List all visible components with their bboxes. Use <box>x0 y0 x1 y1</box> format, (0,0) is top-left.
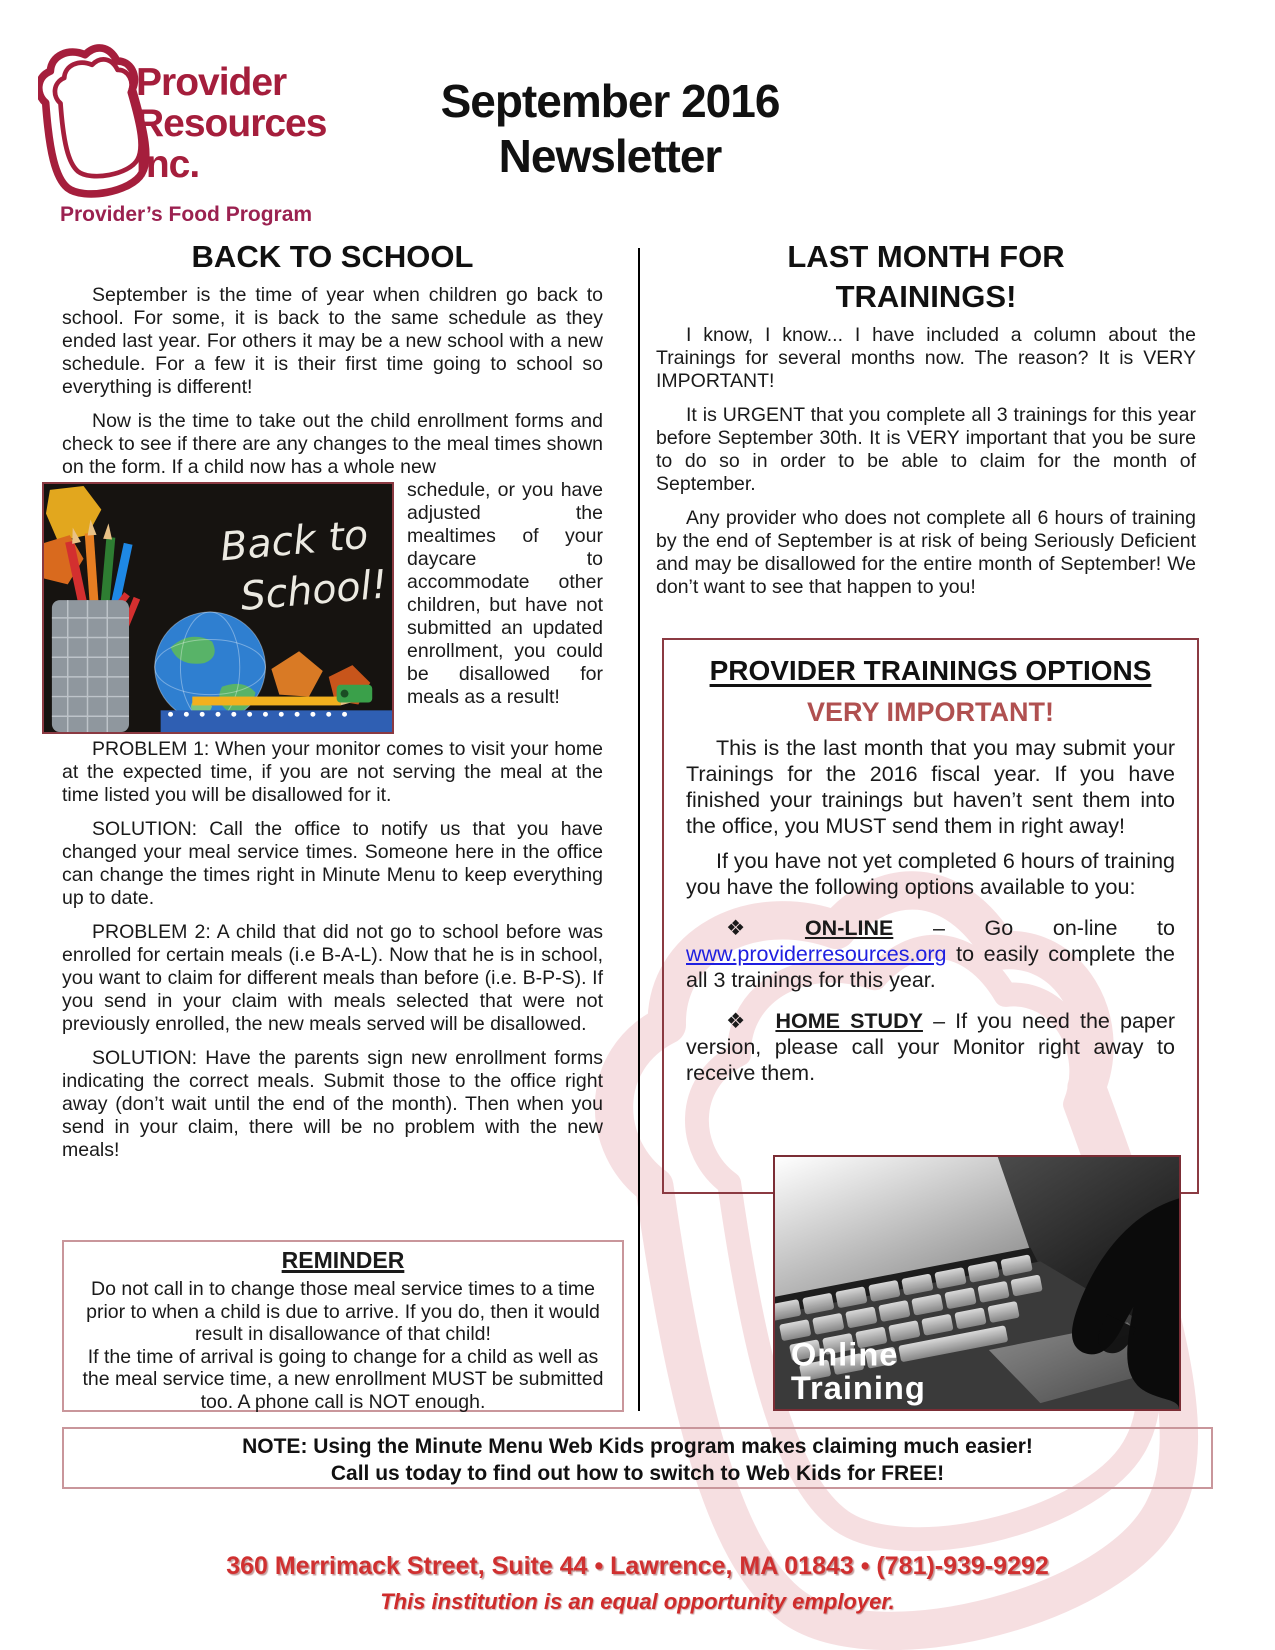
reminder-text-2: If the time of arrival is going to change for a child as well as the meal service time, a new enrollment MUST be submitted too. A phone call is NOT enough. <box>82 1345 604 1413</box>
online-option-text-pre: – Go on-line to <box>893 916 1175 940</box>
diamond-bullet-icon: ❖ <box>726 1009 750 1033</box>
footer-eoe-line: This institution is an equal opportunity employer. <box>380 1589 895 1614</box>
right-paragraph-1: I know, I know... I have included a column about the Trainings for several months now. The reason? It is VERY IMPORTANT! <box>656 324 1196 392</box>
online-option-label: ON-LINE <box>804 916 894 940</box>
logo-line-inc: Inc. <box>136 143 200 186</box>
back-to-school-image <box>42 482 394 734</box>
wrap-section <box>62 479 603 709</box>
problem-2-paragraph: PROBLEM 2: A child that did not go to school before was enrolled for certain meals (i.e B-A-L). Now that he is in school, you want to claim for different meals than before (i.e. B-P-S). If you send in your claim with meals selected that were not previously enrolled, the new meals served will be disallowed. <box>62 921 603 1035</box>
trainings-box-paragraph-2: If you have not yet completed 6 hours of training you have the following options available to you: <box>686 849 1175 899</box>
title-line-1: September 2016 <box>440 75 780 127</box>
online-training-image <box>773 1155 1181 1411</box>
left-column <box>62 238 603 1173</box>
online-option-text-post: to easily complete the all 3 trainings for this year. <box>686 942 1175 992</box>
chalkboard-text-line2: School! <box>238 561 390 621</box>
logo-wordmark <box>136 62 326 185</box>
left-paragraph-2-wrapped: schedule, or you have adjusted the mealtimes of your daycare to accommodate other children, but have not submitted an updated enrollment, you could be disallowed for meals as a result! <box>407 479 603 708</box>
left-paragraph-1: September is the time of year when children go back to school. For some, it is back to the same schedule as they ended last year. For others it may be a new school with a new schedule. For a few it is their first time going to school so everything is different! <box>62 284 603 398</box>
footer-address: 360 Merrimack Street, Suite 44 • Lawrence, MA 01843 • (781)-939-9292 <box>226 1552 1049 1580</box>
logo-tagline: Provider’s Food Program <box>60 203 313 226</box>
note-line-1: NOTE: Using the Minute Menu Web Kids program makes claiming much easier! <box>242 1435 1033 1458</box>
left-paragraph-2-intro: Now is the time to take out the child enrollment forms and check to see if there are any changes to the meal times shown on the form. If a child now has a whole new <box>62 410 603 478</box>
provider-trainings-options-box <box>662 638 1199 1194</box>
very-important-label: VERY IMPORTANT! <box>806 697 1054 727</box>
home-study-option-text: – If you need the paper version, please call your Monitor right away to receive them. <box>686 1009 1175 1085</box>
note-line-2: Call us today to find out how to switch to Web Kids for FREE! <box>330 1462 945 1485</box>
online-option-item <box>686 915 1175 993</box>
back-to-school-heading: BACK TO SCHOOL <box>191 239 474 274</box>
chalkboard-text-line1: Back to <box>218 511 371 571</box>
online-caption-line1: Online <box>790 1336 899 1373</box>
footer <box>0 1552 1275 1615</box>
globe-icon <box>155 612 266 722</box>
trainings-heading-line1: LAST MONTH FOR <box>787 239 1065 274</box>
note-box <box>62 1427 1213 1489</box>
right-column <box>656 238 1196 610</box>
trainings-box-paragraph-1: This is the last month that you may submit your Trainings for the 2016 fiscal year. If you have finished your trainings but haven’t sent them into the office, you MUST send them in right away! <box>686 736 1175 838</box>
logo-line-resources: Resources <box>136 102 327 145</box>
problem-1-paragraph: PROBLEM 1: When your monitor comes to visit your home at the expected time, if you are not serving the meal at the time listed you will be disallowed for it. <box>62 738 603 806</box>
reminder-text-1: Do not call in to change those meal service times to a time prior to when a child is due to arrive. If you do, then it would result in disallowance of that child! <box>86 1278 600 1345</box>
solution-1-paragraph: SOLUTION: Call the office to notify us that you have changed your meal service times. Someone here in the office can change the times right in Minute Menu to keep everything up to date. <box>62 818 603 909</box>
right-paragraph-2: It is URGENT that you complete all 3 trainings for this year before September 30th. It is VERY important that you be sure to do so in order to be able to claim for the month of September. <box>656 404 1196 495</box>
trainings-heading-line2: TRAININGS! <box>835 279 1017 314</box>
diamond-bullet-icon: ❖ <box>726 916 779 940</box>
newsletter-title <box>340 74 880 184</box>
online-caption-line2: Training <box>790 1370 926 1407</box>
reminder-heading: REMINDER <box>281 1247 405 1273</box>
right-paragraph-3: Any provider who does not complete all 6 hours of training by the end of September is at risk of being Seriously Deficient and may be disallowed for the entire month of September! We don’t want to see that happen to you! <box>656 507 1196 598</box>
title-line-2: Newsletter <box>498 130 722 182</box>
column-divider <box>638 248 640 1411</box>
trainings-box-heading: PROVIDER TRAININGS OPTIONS <box>709 655 1152 686</box>
provider-resources-link[interactable]: www.providerresources.org <box>686 942 947 966</box>
home-study-option-item <box>686 1008 1175 1086</box>
logo-line-provider: Provider <box>136 61 287 104</box>
reminder-box <box>62 1240 624 1412</box>
pencil-cup-icon <box>52 600 129 732</box>
solution-2-paragraph: SOLUTION: Have the parents sign new enrollment forms indicating the correct meals. Submit those to the office right away (don’t wait until the end of the month). Then when you send in your claim, there will be no problem with the new meals! <box>62 1047 603 1161</box>
home-study-option-label: HOME STUDY <box>775 1009 923 1033</box>
